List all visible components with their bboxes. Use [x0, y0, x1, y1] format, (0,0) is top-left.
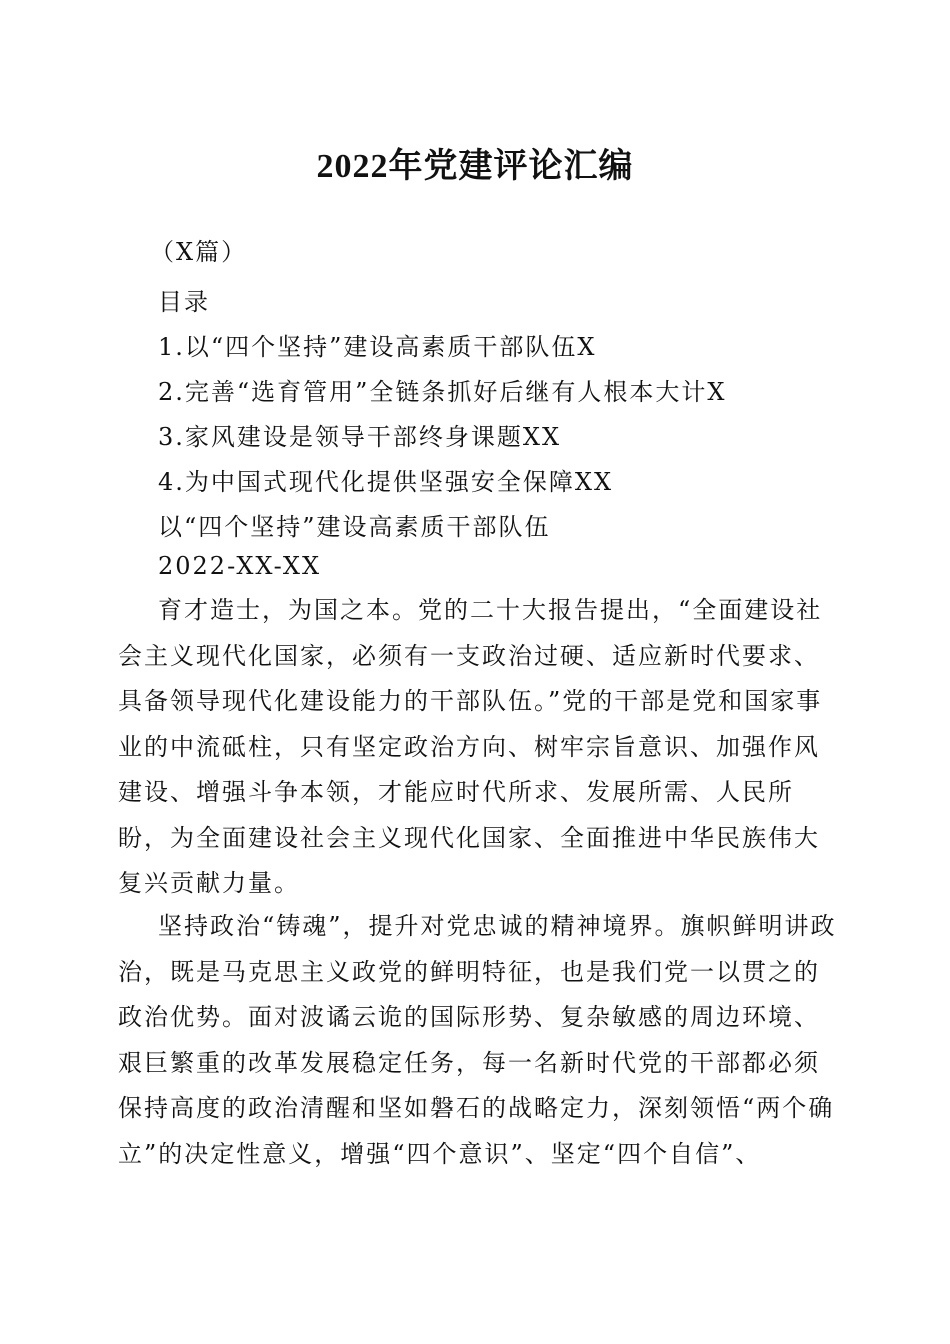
toc-item: 3.家风建设是领导干部终身课题XX — [158, 423, 562, 451]
document-title: 2022年党建评论汇编 — [316, 148, 634, 185]
toc-item: 4.为中国式现代化提供坚强安全保障XX — [158, 468, 614, 496]
document-subtitle: （X篇） — [150, 238, 248, 266]
article-date: 2022-XX-XX — [158, 552, 322, 580]
body-paragraph: 坚持政治“铸魂”，提升对党忠诚的精神境界。旗帜鲜明讲政治，既是马克思主义政党的鲜明特征，也是我们党一以贯之的政治优势。面对波谲云诡的国际形势、复杂敏感的周边环境、艰巨繁重的改革发展稳定任务，每一名新时代党的干部都必须保持高度的政治清醒和坚如磐石的战略定力，深刻领悟“两个确立”的决定性意义，增强“四个意识”、坚定“四个自信”、 — [118, 912, 837, 1168]
toc-heading: 目录 — [158, 288, 210, 316]
body-paragraph: 育才造士，为国之本。党的二十大报告提出，“全面建设社会主义现代化国家，必须有一支政治过硬、适应新时代要求、具备领导现代化建设能力的干部队伍。”党的干部是党和国家事业的中流砥柱，只有坚定政治方向、树牢宗旨意识、加强作风建设、增强斗争本领，才能应时代所求、发展所需、人民所盼，为全面建设社会主义现代化国家、全面推进中华民族伟大复兴贡献力量。 — [118, 596, 823, 897]
toc-item: 1.以“四个坚持”建设高素质干部队伍X — [158, 333, 597, 361]
toc-item: 2.完善“选育管用”全链条抓好后继有人根本大计X — [158, 378, 727, 406]
article-title: 以“四个坚持”建设高素质干部队伍 — [158, 513, 551, 541]
